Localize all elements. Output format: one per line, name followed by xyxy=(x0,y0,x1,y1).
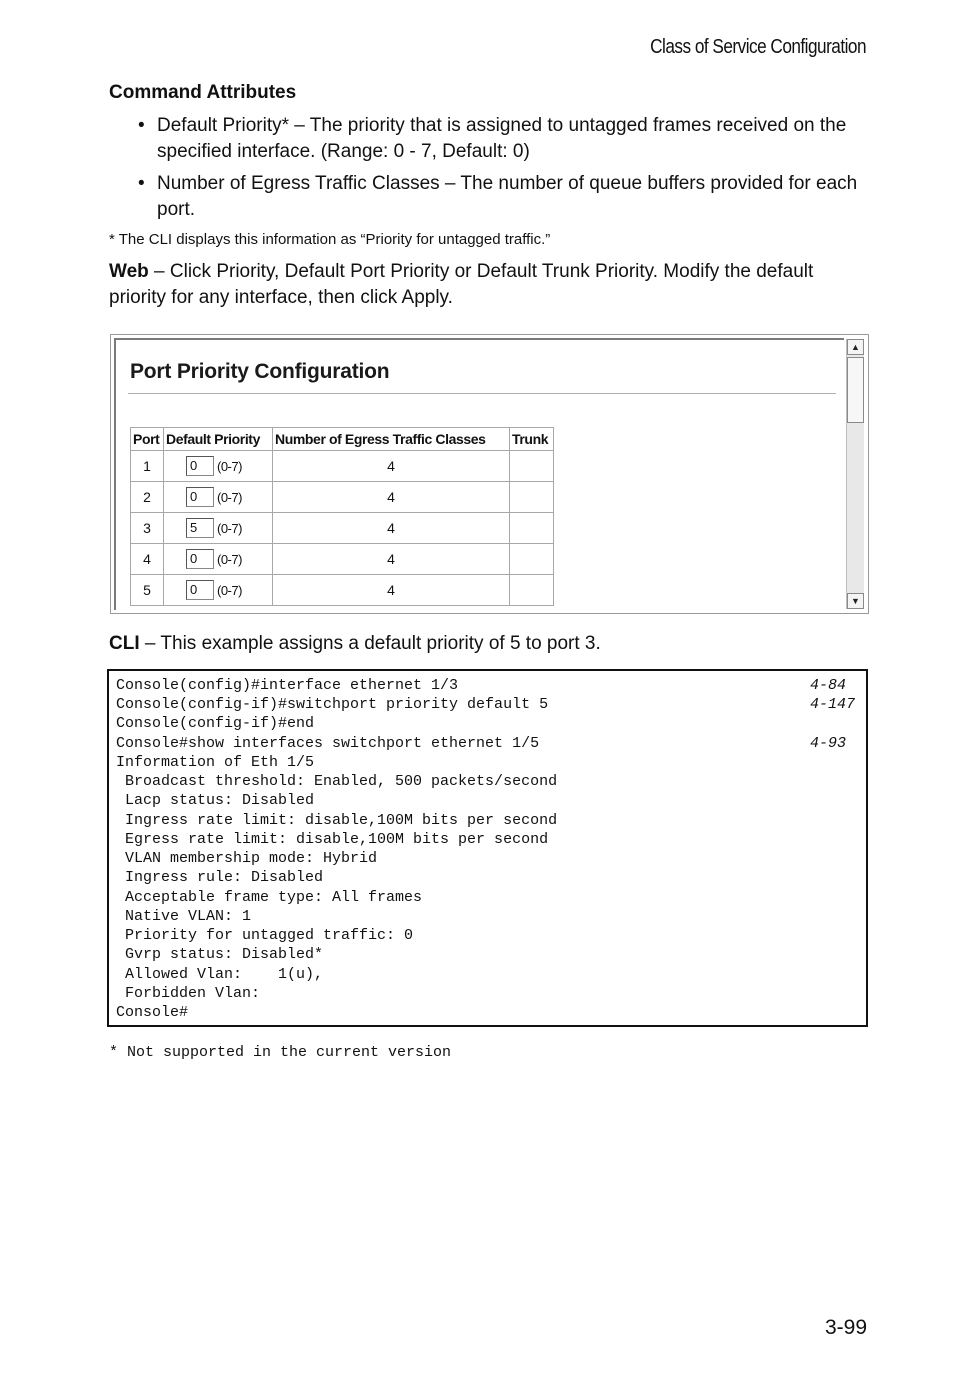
vertical-scrollbar[interactable] xyxy=(846,339,864,609)
code-line: Forbidden Vlan: xyxy=(116,985,261,1002)
trunk-cell xyxy=(510,575,554,606)
trunk-cell xyxy=(510,451,554,482)
egress-cell: 4 xyxy=(273,513,510,544)
priority-cell xyxy=(164,451,273,482)
cli-example-box xyxy=(107,669,868,1027)
code-line: Console(config-if)#end xyxy=(116,715,315,732)
code-line: Egress rate limit: disable,100M bits per second xyxy=(116,831,549,848)
priority-range: (0-7) xyxy=(217,458,242,474)
cli-intro xyxy=(109,633,601,655)
egress-cell: 4 xyxy=(273,544,510,575)
code-line: Console# xyxy=(116,1004,189,1021)
code-line: Native VLAN: 1 xyxy=(116,908,252,925)
priority-input[interactable]: 0 xyxy=(186,487,214,507)
trunk-cell xyxy=(510,482,554,513)
cli-text: – This example assigns a default priority of 5 to port 3. xyxy=(139,633,601,654)
web-instructions xyxy=(109,259,869,311)
code-line: Ingress rule: Disabled xyxy=(116,869,324,886)
priority-input[interactable]: 0 xyxy=(186,580,214,600)
scroll-thumb[interactable] xyxy=(847,357,864,423)
table-row xyxy=(131,513,554,544)
scroll-up-icon[interactable]: ▲ xyxy=(847,339,864,355)
priority-range: (0-7) xyxy=(217,582,242,598)
table-row xyxy=(131,482,554,513)
priority-input[interactable]: 0 xyxy=(186,456,214,476)
code-line: Console(config-if)#switchport priority default 5 xyxy=(116,696,549,713)
code-line: Priority for untagged traffic: 0 xyxy=(116,927,414,944)
column-header-port: Port xyxy=(131,428,164,451)
table-row xyxy=(131,451,554,482)
code-line: Console(config)#interface ethernet 1/3 xyxy=(116,677,459,694)
table-header-row xyxy=(131,428,554,451)
attribute-item-egress-classes xyxy=(108,171,868,223)
command-attributes-heading: Command Attributes xyxy=(109,82,297,103)
priority-range: (0-7) xyxy=(217,551,242,567)
code-line: Acceptable frame type: All frames xyxy=(116,889,423,906)
trunk-cell xyxy=(510,513,554,544)
priority-cell xyxy=(164,482,273,513)
web-label: Web xyxy=(109,261,149,282)
code-line: Lacp status: Disabled xyxy=(116,792,315,809)
cli-footnote: * Not supported in the current version xyxy=(109,1044,452,1061)
priority-input[interactable]: 5 xyxy=(186,518,214,538)
port-cell: 2 xyxy=(131,482,164,513)
egress-cell: 4 xyxy=(273,451,510,482)
code-line: Broadcast threshold: Enabled, 500 packets/second xyxy=(116,773,558,790)
priority-cell xyxy=(164,575,273,606)
code-line: VLAN membership mode: Hybrid xyxy=(116,850,378,867)
attribute-text: Number of Egress Traffic Classes – The number of queue buffers provided for each port. xyxy=(157,173,858,220)
code-line: Gvrp status: Disabled* xyxy=(116,946,324,963)
column-header-egress-classes: Number of Egress Traffic Classes xyxy=(273,428,510,451)
priority-range: (0-7) xyxy=(217,489,242,505)
code-line: Allowed Vlan: 1(u), xyxy=(116,966,324,983)
priority-range: (0-7) xyxy=(217,520,242,536)
running-header: Class of Service Configuration xyxy=(650,36,866,58)
column-header-trunk: Trunk xyxy=(510,428,554,451)
attribute-list xyxy=(108,113,868,229)
screenshot-title: Port Priority Configuration xyxy=(130,360,390,383)
attribute-text: Default Priority* – The priority that is assigned to untagged frames received on the specified interface. (Range: 0 - 7, Default: 0) xyxy=(157,115,847,162)
port-cell: 4 xyxy=(131,544,164,575)
code-line: Console#show interfaces switchport ethernet 1/5 xyxy=(116,735,540,752)
screenshot-content xyxy=(114,338,844,610)
column-header-default-priority: Default Priority xyxy=(164,428,273,451)
port-priority-screenshot xyxy=(110,334,869,614)
table-row xyxy=(131,575,554,606)
code-line: Ingress rate limit: disable,100M bits per second xyxy=(116,812,558,829)
port-cell: 5 xyxy=(131,575,164,606)
code-line: Information of Eth 1/5 xyxy=(116,754,315,771)
attribute-item-default-priority xyxy=(108,113,868,165)
port-cell: 1 xyxy=(131,451,164,482)
bullet-marker: • xyxy=(138,173,145,194)
egress-cell: 4 xyxy=(273,482,510,513)
port-cell: 3 xyxy=(131,513,164,544)
port-priority-table xyxy=(130,427,554,606)
scroll-down-icon[interactable]: ▼ xyxy=(847,593,864,609)
priority-input[interactable]: 0 xyxy=(186,549,214,569)
priority-cell xyxy=(164,513,273,544)
table-row xyxy=(131,544,554,575)
bullet-marker: • xyxy=(138,115,145,136)
egress-cell: 4 xyxy=(273,575,510,606)
page-number: 3-99 xyxy=(824,1316,867,1339)
code-reference: 4-84 xyxy=(810,677,847,694)
attributes-footnote: * The CLI displays this information as “Priority for untagged traffic.” xyxy=(109,231,551,248)
cli-label: CLI xyxy=(109,633,140,654)
priority-cell xyxy=(164,544,273,575)
trunk-cell xyxy=(510,544,554,575)
code-reference: 4-147 xyxy=(810,696,856,713)
title-divider xyxy=(128,393,836,394)
code-reference: 4-93 xyxy=(810,735,847,752)
web-text: – Click Priority, Default Port Priority or Default Trunk Priority. Modify the default priority for any interface, then click Apply. xyxy=(109,261,814,308)
